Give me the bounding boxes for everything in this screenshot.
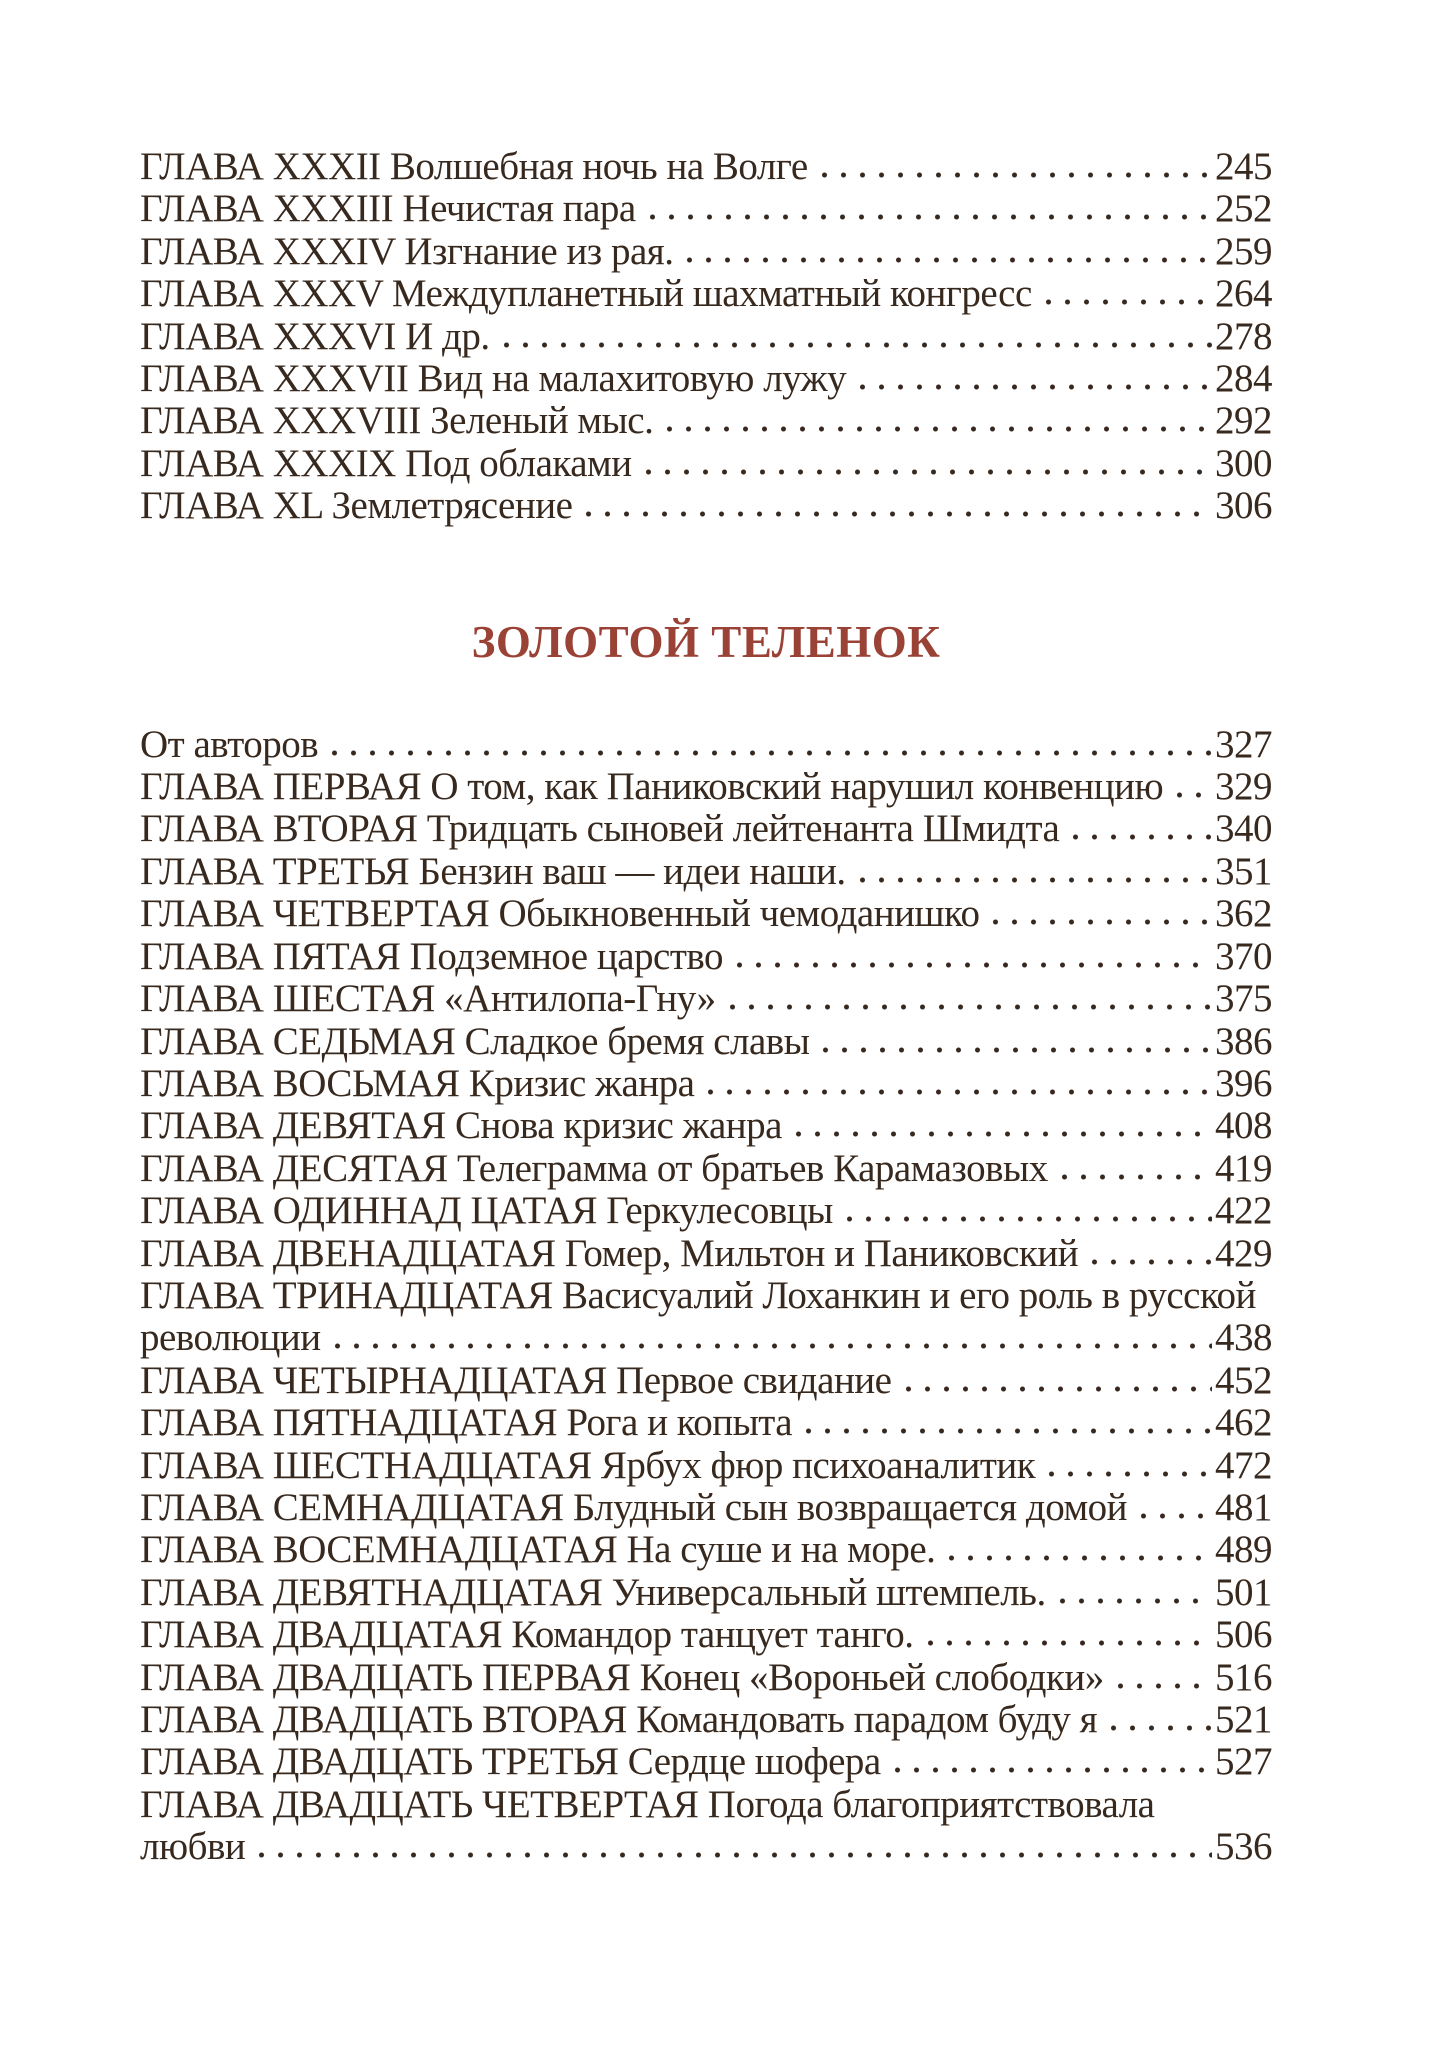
toc-entry: [140, 443, 1272, 485]
entry-page-number: 386: [1215, 1019, 1272, 1063]
toc-section-part1: [140, 146, 1272, 528]
dot-leader: [815, 172, 1212, 179]
dot-leader: [660, 426, 1212, 433]
dot-leader: [840, 1216, 1212, 1223]
entry-page-number: 462: [1215, 1401, 1272, 1445]
toc-entry: [140, 936, 1272, 978]
dot-leader: [643, 214, 1212, 221]
dot-leader: [328, 1343, 1212, 1350]
toc-entry: [140, 1487, 1272, 1529]
toc-entry: [140, 316, 1272, 358]
dot-leader: [888, 1767, 1212, 1774]
entry-page-number: 362: [1215, 892, 1272, 936]
entry-page-number: 327: [1215, 722, 1272, 766]
toc-entry: [140, 1741, 1272, 1783]
toc-rows-part1: [140, 146, 1272, 528]
entry-label: ГЛАВА ДВАДЦАТЬ ТРЕТЬЯ Сердце шофера: [140, 1740, 881, 1784]
entry-label: ГЛАВА ШЕСТАЯ «Антилопа-Гну»: [140, 977, 716, 1021]
entry-label: ГЛАВА ТРЕТЬЯ Бензин ваш — идеи наши.: [140, 849, 846, 893]
toc-entry: [140, 1614, 1272, 1656]
dot-leader: [921, 1640, 1213, 1647]
entry-page-number: 419: [1215, 1146, 1272, 1190]
entry-page-number: 259: [1215, 229, 1272, 273]
dot-leader: [1134, 1513, 1212, 1520]
entry-page-number: 245: [1215, 145, 1272, 188]
dot-leader: [1055, 1174, 1212, 1181]
dot-leader: [680, 257, 1212, 264]
dot-leader: [1039, 299, 1212, 306]
entry-page-number: 438: [1215, 1316, 1272, 1360]
dot-leader: [579, 511, 1212, 518]
entry-label: ГЛАВА ДВАДЦАТЬ ВТОРАЯ Командовать парадом буду я: [140, 1698, 1098, 1741]
entry-page-number: 396: [1215, 1061, 1272, 1105]
toc-entry: [140, 273, 1272, 315]
dot-leader: [986, 919, 1212, 926]
toc-entry: [140, 766, 1272, 808]
dot-leader: [853, 384, 1212, 391]
entry-page-number: 452: [1215, 1358, 1272, 1402]
dot-leader: [1104, 1725, 1212, 1732]
entry-label: революции: [140, 1316, 321, 1360]
toc-entry: [140, 724, 1272, 766]
toc-rows-golden-calf: [140, 724, 1272, 1869]
entry-page-number: 264: [1215, 272, 1272, 316]
entry-page-number: 521: [1215, 1698, 1272, 1741]
entry-label: ГЛАВА ПЯТАЯ Подземное царство: [140, 934, 724, 978]
toc-entry: [140, 1317, 1272, 1359]
entry-label: ГЛАВА ВТОРАЯ Тридцать сыновей лейтенанта Шмидта: [140, 807, 1060, 851]
entry-label: ГЛАВА XXXIX Под облаками: [140, 441, 632, 485]
entry-page-number: 422: [1215, 1189, 1272, 1233]
dot-leader: [497, 342, 1212, 349]
toc-entry: [140, 1148, 1272, 1190]
entry-label: ГЛАВА XXXIII Нечистая пара: [140, 187, 636, 231]
entry-page-number: 429: [1215, 1231, 1272, 1275]
toc-entry: [140, 146, 1272, 188]
toc-entry: [140, 231, 1272, 273]
entry-page-number: 278: [1215, 314, 1272, 358]
dot-leader: [799, 1428, 1212, 1435]
toc-entry: [140, 978, 1272, 1020]
entry-label: ГЛАВА ТРИНАДЦАТАЯ Васисуалий Лоханкин и его роль в русской: [140, 1273, 1256, 1317]
entry-page-number: 375: [1215, 977, 1272, 1021]
dot-leader: [701, 1089, 1212, 1096]
book-title: ЗОЛОТОЙ ТЕЛЕНОК: [471, 616, 941, 667]
dot-leader: [1170, 792, 1212, 799]
entry-label: ГЛАВА ДЕВЯТАЯ Снова кризис жанра: [140, 1104, 782, 1148]
toc-entry: [140, 400, 1272, 442]
entry-page-number: 306: [1215, 484, 1272, 528]
toc-entry: [140, 1233, 1272, 1275]
entry-page-number: 481: [1215, 1485, 1272, 1529]
entry-page-number: 284: [1215, 357, 1272, 401]
entry-label: От авторов: [140, 722, 319, 766]
dot-leader: [1066, 834, 1212, 841]
entry-label: ГЛАВА XXXVII Вид на малахитовую лужу: [140, 357, 847, 401]
dot-leader: [730, 962, 1212, 969]
toc-entry: [140, 1360, 1272, 1402]
entry-label: ГЛАВА XXXIV Изгнание из рая.: [140, 229, 674, 273]
toc-entry: [140, 1699, 1272, 1741]
entry-label: ГЛАВА ВОСЕМНАДЦАТАЯ На суше и на море.: [140, 1528, 936, 1572]
dot-leader: [942, 1555, 1212, 1562]
entry-label: ГЛАВА ДЕВЯТНАДЦАТАЯ Универсальный штемпель.: [140, 1570, 1046, 1614]
dot-leader: [816, 1047, 1212, 1054]
toc-entry: [140, 1275, 1272, 1317]
dot-leader: [1042, 1471, 1212, 1478]
entry-label: ГЛАВА ПЯТНАДЦАТАЯ Рога и копыта: [140, 1401, 793, 1445]
toc-entry: [140, 1826, 1272, 1868]
entry-page-number: 300: [1215, 441, 1272, 485]
toc-entry: [140, 1572, 1272, 1614]
dot-leader: [1085, 1259, 1212, 1266]
toc-entry: [140, 1021, 1272, 1063]
toc-entry: [140, 808, 1272, 850]
dot-leader: [853, 877, 1212, 884]
toc-entry: [140, 1784, 1272, 1826]
entry-label: ГЛАВА ОДИННАД ЦАТАЯ Геркулесовцы: [140, 1189, 833, 1233]
dot-leader: [1111, 1683, 1212, 1690]
toc-entry: [140, 851, 1272, 893]
toc-entry: [140, 1190, 1272, 1232]
entry-page-number: 516: [1215, 1655, 1272, 1699]
entry-label: ГЛАВА ШЕСТНАДЦАТАЯ Ярбух фюр психоаналитик: [140, 1443, 1036, 1487]
entry-page-number: 292: [1215, 399, 1272, 443]
dot-leader: [639, 469, 1212, 476]
entry-label: ГЛАВА ЧЕТЫРНАДЦАТАЯ Первое свидание: [140, 1358, 892, 1402]
entry-label: ГЛАВА ДВАДЦАТЬ ЧЕТВЕРТАЯ Погода благоприятствовала: [140, 1782, 1155, 1826]
entry-page-number: 536: [1215, 1825, 1272, 1869]
entry-label: ГЛАВА XXXVIII Зеленый мыс.: [140, 399, 654, 443]
entry-label: ГЛАВА XL Землетрясение: [140, 484, 573, 528]
dot-leader: [1053, 1598, 1212, 1605]
entry-label: ГЛАВА XXXV Междупланетный шахматный конгресс: [140, 272, 1032, 316]
entry-label: ГЛАВА СЕМНАДЦАТАЯ Блудный сын возвращается домой: [140, 1485, 1128, 1529]
entry-page-number: 472: [1215, 1443, 1272, 1487]
toc-entry: [140, 1105, 1272, 1147]
toc-entry: [140, 358, 1272, 400]
entry-label: ГЛАВА ДВАДЦАТЬ ПЕРВАЯ Конец «Вороньей слободки»: [140, 1655, 1104, 1699]
entry-label: ГЛАВА СЕДЬМАЯ Сладкое бремя славы: [140, 1019, 810, 1063]
toc-entry: [140, 1063, 1272, 1105]
entry-page-number: 351: [1215, 849, 1272, 893]
entry-label: ГЛАВА ПЕРВАЯ О том, как Паниковский нарушил конвенцию: [140, 765, 1164, 809]
entry-page-number: 489: [1215, 1528, 1272, 1572]
entry-page-number: 329: [1215, 765, 1272, 809]
dot-leader: [789, 1131, 1212, 1138]
entry-label: ГЛАВА ВОСЬМАЯ Кризис жанра: [140, 1061, 695, 1105]
entry-page-number: 252: [1215, 187, 1272, 231]
entry-label: ГЛАВА XXXVI И др.: [140, 314, 490, 358]
entry-label: любви: [140, 1825, 246, 1869]
dot-leader: [252, 1852, 1212, 1859]
entry-page-number: 370: [1215, 934, 1272, 978]
toc-entry: [140, 485, 1272, 527]
entry-label: ГЛАВА ДВАДЦАТАЯ Командор танцует танго.: [140, 1613, 914, 1657]
entry-page-number: 527: [1215, 1740, 1272, 1784]
toc-entry: [140, 893, 1272, 935]
dot-leader: [325, 750, 1212, 757]
entry-page-number: 340: [1215, 807, 1272, 851]
toc-entry: [140, 1445, 1272, 1487]
entry-page-number: 506: [1215, 1613, 1272, 1657]
dot-leader: [899, 1386, 1213, 1393]
entry-label: ГЛАВА ДВЕНАДЦАТАЯ Гомер, Мильтон и Паниковский: [140, 1231, 1079, 1275]
toc-entry: [140, 188, 1272, 230]
toc-entry: [140, 1657, 1272, 1699]
toc-entry: [140, 1402, 1272, 1444]
dot-leader: [723, 1004, 1212, 1011]
entry-label: ГЛАВА ЧЕТВЕРТАЯ Обыкновенный чемоданишко: [140, 892, 980, 936]
entry-label: ГЛАВА ДЕСЯТАЯ Телеграмма от братьев Карамазовых: [140, 1146, 1048, 1190]
toc-section-golden-calf: [140, 616, 1272, 1869]
entry-label: ГЛАВА XXXII Волшебная ночь на Волге: [140, 145, 808, 188]
entry-page-number: 408: [1215, 1104, 1272, 1148]
entry-page-number: 501: [1215, 1570, 1272, 1614]
toc-entry: [140, 1529, 1272, 1571]
